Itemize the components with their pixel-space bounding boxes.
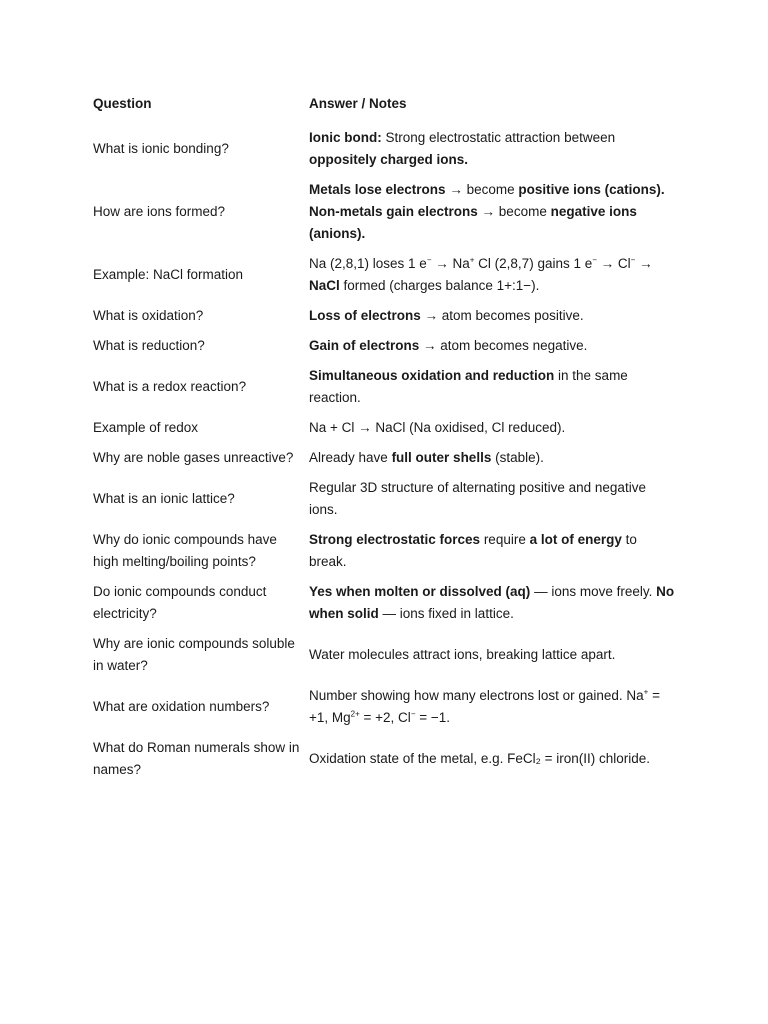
- answer-text: → atom becomes negative.: [419, 338, 588, 353]
- charge-superscript: −: [630, 255, 636, 265]
- question-cell: Do ionic compounds conduct electricity?: [93, 584, 267, 621]
- answer-text: = −1.: [415, 710, 451, 725]
- table-row: [93, 577, 678, 629]
- answer-cell: [309, 127, 678, 171]
- answer-cell: [309, 179, 678, 245]
- answer-bold-text: Ionic bond:: [309, 130, 382, 145]
- answer-bold-text: No when solid: [309, 584, 675, 621]
- table-header-row: [93, 93, 678, 123]
- table-row: [93, 301, 678, 331]
- table-row: [93, 681, 678, 733]
- answer-text: Cl (2,8,7) gains 1 e: [474, 256, 593, 271]
- charge-superscript: −: [410, 709, 416, 719]
- answer-cell: [309, 644, 678, 666]
- qa-table: [93, 93, 678, 785]
- question-cell: Example: NaCl formation: [93, 267, 244, 282]
- question-cell: What is oxidation?: [93, 308, 204, 323]
- answer-cell: [309, 748, 678, 770]
- answer-text: → Na: [431, 256, 470, 271]
- answer-bold-text: NaCl: [309, 278, 340, 293]
- answer-text: Na + Cl → NaCl (Na oxidised, Cl reduced).: [309, 420, 566, 435]
- table-row: [93, 361, 678, 413]
- answer-text: — ions move freely.: [530, 584, 657, 599]
- answer-cell: [309, 529, 678, 573]
- answer-bold-text: Strong electrostatic forces: [309, 532, 481, 547]
- answer-bold-text: a lot of energy: [529, 532, 622, 547]
- table-row: [93, 175, 678, 249]
- question-cell: What is an ionic lattice?: [93, 491, 235, 506]
- charge-superscript: +: [469, 255, 475, 265]
- answer-cell: [309, 477, 678, 521]
- answer-cell: [309, 253, 678, 297]
- charge-superscript: +: [643, 687, 649, 697]
- answer-text: Strong electrostatic attraction between: [381, 130, 616, 145]
- answer-bold-text: negative ions (anions).: [309, 204, 637, 241]
- question-cell: Example of redox: [93, 420, 199, 435]
- answer-bold-text: Metals lose electrons: [309, 182, 446, 197]
- answer-cell: [309, 335, 678, 357]
- answer-bold-text: full outer shells: [391, 450, 492, 465]
- answer-text: in the same reaction.: [309, 368, 628, 405]
- question-cell: What do Roman numerals show in names?: [93, 740, 300, 777]
- table-row: [93, 629, 678, 681]
- answer-text: Na (2,8,1) loses 1 e: [309, 256, 427, 271]
- answer-bold-text: Yes when molten or dissolved (aq): [309, 584, 531, 599]
- answer-cell: [309, 305, 678, 327]
- question-cell: What are oxidation numbers?: [93, 699, 270, 714]
- question-cell: What is a redox reaction?: [93, 379, 247, 394]
- answer-bold-text: Loss of electrons: [309, 308, 421, 323]
- answer-text: = +2, Cl: [359, 710, 411, 725]
- table-row: [93, 249, 678, 301]
- answer-text: Water molecules attract ions, breaking lattice apart.: [309, 647, 616, 662]
- question-cell: Why are ionic compounds soluble in water?: [93, 636, 295, 673]
- question-cell: How are ions formed?: [93, 204, 226, 219]
- answer-text: formed (charges balance 1+:1−).: [339, 278, 540, 293]
- answer-bold-text: Gain of electrons: [309, 338, 420, 353]
- table-row: [93, 413, 678, 443]
- answer-cell: [309, 417, 678, 439]
- question-column-header: Question: [93, 96, 152, 111]
- answer-text: Oxidation state of the metal, e.g. FeCl₂ = iron(II) chloride.: [309, 751, 651, 766]
- question-cell: Why are noble gases unreactive?: [93, 450, 294, 465]
- answer-cell: [309, 447, 678, 469]
- answer-cell: [309, 581, 678, 625]
- question-cell: What is ionic bonding?: [93, 141, 229, 156]
- answer-bold-text: Non-metals gain electrons: [309, 204, 478, 219]
- table-row: [93, 123, 678, 175]
- question-cell: What is reduction?: [93, 338, 205, 353]
- table-row: [93, 525, 678, 577]
- charge-superscript: −: [592, 255, 597, 265]
- answer-text: Regular 3D structure of alternating positive and negative ions.: [309, 480, 646, 517]
- answer-text: → atom becomes positive.: [420, 308, 584, 323]
- answer-text: = +1, Mg: [309, 688, 660, 725]
- answer-text: → become: [477, 204, 551, 219]
- answer-text: to break.: [309, 532, 637, 569]
- table-row: [93, 473, 678, 525]
- answer-text: → become: [445, 182, 519, 197]
- answer-bold-text: oppositely charged ions.: [309, 152, 469, 167]
- table-row: [93, 331, 678, 361]
- answer-column-header: Answer / Notes: [309, 96, 407, 111]
- answer-text: Already have: [309, 450, 392, 465]
- answer-text: → Cl: [596, 256, 631, 271]
- answer-text: — ions fixed in lattice.: [378, 606, 514, 621]
- question-cell: Why do ionic compounds have high melting/boiling points?: [93, 532, 277, 569]
- table-body: [93, 123, 678, 785]
- answer-bold-text: Simultaneous oxidation and reduction: [309, 368, 555, 383]
- answer-text: →: [635, 256, 653, 271]
- answer-text: Number showing how many electrons lost or gained. Na: [309, 688, 644, 703]
- charge-superscript: 2+: [350, 709, 360, 719]
- answer-bold-text: positive ions (cations).: [518, 182, 665, 197]
- answer-text: (stable).: [491, 450, 544, 465]
- answer-cell: [309, 365, 678, 409]
- answer-cell: [309, 685, 678, 729]
- answer-text: require: [480, 532, 530, 547]
- table-row: [93, 443, 678, 473]
- table-row: [93, 733, 678, 785]
- charge-superscript: −: [426, 255, 432, 265]
